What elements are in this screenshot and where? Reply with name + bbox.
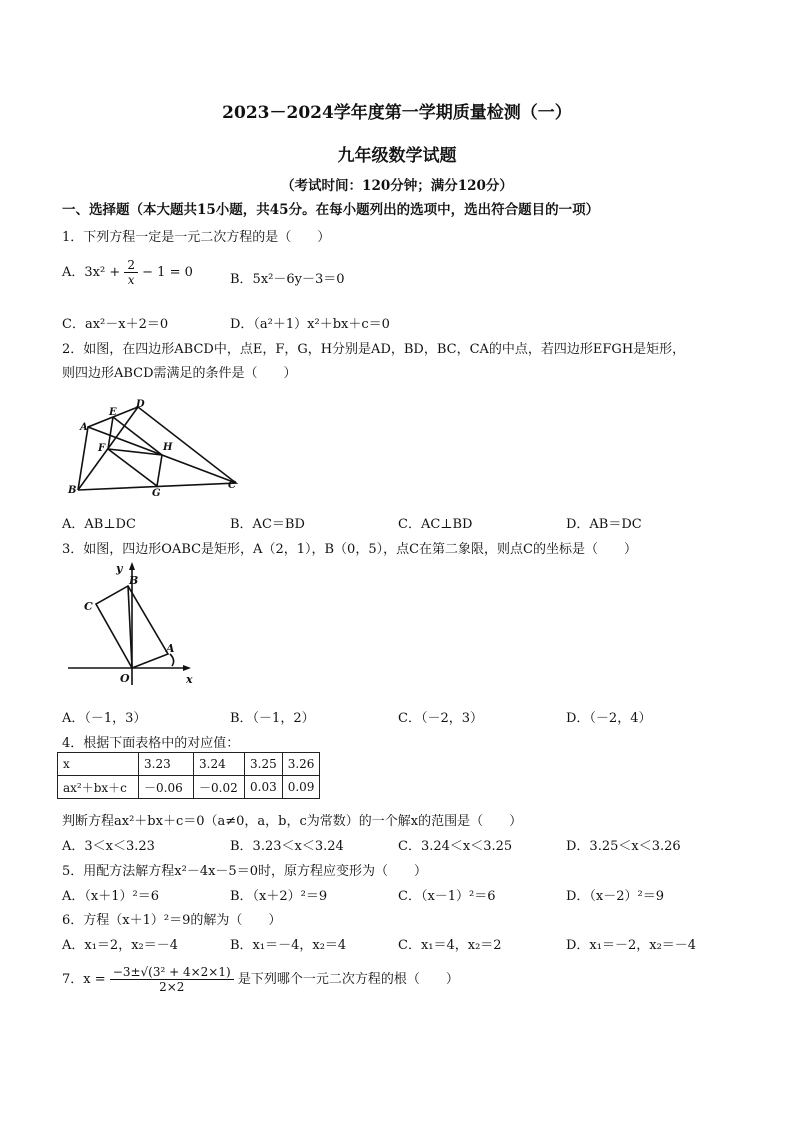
table-cell: 0.03 bbox=[245, 776, 283, 799]
q1-option-a-pre: A．3x² + bbox=[62, 265, 121, 280]
q7-post: 是下列哪个一元二次方程的根（ ） bbox=[237, 972, 459, 987]
q1-option-a-post: − 1 = 0 bbox=[142, 265, 193, 280]
q2-label-e: E bbox=[109, 407, 117, 418]
q3-y-axis-arrow bbox=[129, 562, 135, 570]
q1-fraction-den: x bbox=[127, 273, 135, 287]
table-cell: x bbox=[58, 753, 139, 776]
q3-right-angle-mark bbox=[170, 654, 174, 666]
q2-figure bbox=[60, 395, 250, 503]
q1-option-a-fraction bbox=[124, 258, 138, 287]
table-cell: 3.24 bbox=[194, 753, 245, 776]
q2-option-c: C．AC⊥BD bbox=[398, 517, 473, 532]
q5-option-d: D．（x－2）²＝9 bbox=[566, 889, 665, 904]
q2-label-d: D bbox=[136, 399, 145, 410]
q7-stem bbox=[62, 965, 459, 994]
q3-option-b: B．（－1，2） bbox=[230, 711, 315, 726]
q4-option-d: D．3.25＜x＜3.26 bbox=[566, 839, 681, 854]
table-cell: －0.06 bbox=[139, 776, 194, 799]
q3-figure bbox=[60, 560, 210, 690]
q2-stem-line2: 则四边形ABCD需满足的条件是（ ） bbox=[62, 366, 297, 381]
q3-label-o: O bbox=[120, 672, 130, 685]
q3-x-axis-arrow bbox=[183, 665, 191, 671]
q2-label-c: C bbox=[228, 480, 236, 491]
q2-label-f: F bbox=[98, 443, 106, 454]
q6-stem: 6．方程（x＋1）²＝9的解为（ ） bbox=[62, 913, 282, 928]
q4-judge: 判断方程ax²＋bx＋c＝0（a≠0，a，b，c为常数）的一个解x的范围是（ ） bbox=[62, 814, 523, 829]
q3-stem: 3．如图，四边形OABC是矩形，A（2，1），B（0，5），点C在第二象限，则点C的坐标是（ ） bbox=[62, 542, 637, 557]
table-row bbox=[58, 776, 320, 799]
q2-label-g: G bbox=[152, 488, 161, 499]
q3-label-b: B bbox=[129, 574, 139, 587]
q2-option-d: D．AB＝DC bbox=[566, 517, 642, 532]
q2-option-a: A．AB⊥DC bbox=[62, 517, 136, 532]
q3-option-d: D．（－2，4） bbox=[566, 711, 652, 726]
q3-label-c: C bbox=[84, 600, 93, 613]
q7-fraction-den: 2×2 bbox=[159, 980, 185, 994]
q4-option-c: C．3.24＜x＜3.25 bbox=[398, 839, 513, 854]
q3-option-c: C．（－2，3） bbox=[398, 711, 483, 726]
q1-option-d: D．（a²＋1）x²＋bx＋c＝0 bbox=[230, 317, 390, 332]
q4-value-table bbox=[57, 752, 320, 799]
q5-option-b: B．（x＋2）²＝9 bbox=[230, 889, 328, 904]
q5-stem: 5．用配方法解方程x²－4x－5＝0时，原方程应变形为（ ） bbox=[62, 864, 427, 879]
q4-option-a: A．3＜x＜3.23 bbox=[62, 839, 155, 854]
q6-option-c: C．x₁＝4，x₂＝2 bbox=[398, 938, 502, 953]
table-cell: 3.25 bbox=[245, 753, 283, 776]
q7-fraction-num: −3±√(3² + 4×2×1) bbox=[110, 965, 234, 980]
exam-title: 2023－2024学年度第一学期质量检测（一） bbox=[222, 103, 572, 123]
q4-stem: 4．根据下面表格中的对应值： bbox=[62, 736, 240, 751]
table-cell: 3.26 bbox=[282, 753, 320, 776]
q3-label-a: A bbox=[166, 642, 175, 655]
section-heading-choice: 一、选择题（本大题共15小题，共45分。在每小题列出的选项中，选出符合题目的一项） bbox=[62, 202, 600, 218]
q1-stem: 1．下列方程一定是一元二次方程的是（ ） bbox=[62, 230, 331, 245]
exam-subtitle: 九年级数学试题 bbox=[337, 146, 457, 166]
table-cell: 3.23 bbox=[139, 753, 194, 776]
q6-option-a: A．x₁＝2，x₂＝－4 bbox=[62, 938, 179, 953]
q2-label-h: H bbox=[163, 442, 173, 453]
q2-stem-line1: 2．如图，在四边形ABCD中，点E，F，G，H分别是AD，BD，BC，CA的中点，若四边形EFGH是矩形， bbox=[62, 342, 686, 357]
q5-option-c: C．（x－1）²＝6 bbox=[398, 889, 496, 904]
q1-fraction-num: 2 bbox=[124, 258, 138, 273]
table-cell: －0.02 bbox=[194, 776, 245, 799]
exam-note: （考试时间：120分钟；满分120分） bbox=[281, 178, 513, 194]
q2-label-b: B bbox=[68, 485, 77, 496]
table-cell: ax²＋bx＋c bbox=[58, 776, 139, 799]
q5-option-a: A．（x＋1）²＝6 bbox=[62, 889, 159, 904]
q1-option-b: B．5x²－6y－3＝0 bbox=[230, 272, 345, 287]
q6-option-b: B．x₁＝－4，x₂＝4 bbox=[230, 938, 347, 953]
q6-option-d: D．x₁＝－2，x₂＝－4 bbox=[566, 938, 697, 953]
q2-option-b: B．AC＝BD bbox=[230, 517, 305, 532]
q7-pre: 7．x = bbox=[62, 972, 106, 987]
q1-option-c: C．ax²－x＋2＝0 bbox=[62, 317, 169, 332]
q1-option-a bbox=[62, 258, 193, 287]
q2-label-a: A bbox=[80, 422, 88, 433]
q4-option-b: B．3.23＜x＜3.24 bbox=[230, 839, 344, 854]
q3-option-a: A．（－1，3） bbox=[62, 711, 147, 726]
table-row bbox=[58, 753, 320, 776]
q3-label-x: x bbox=[186, 673, 193, 686]
q3-label-y: y bbox=[116, 562, 123, 575]
q7-fraction bbox=[110, 965, 234, 994]
table-cell: 0.09 bbox=[282, 776, 320, 799]
q3-figure-lines bbox=[68, 565, 188, 685]
